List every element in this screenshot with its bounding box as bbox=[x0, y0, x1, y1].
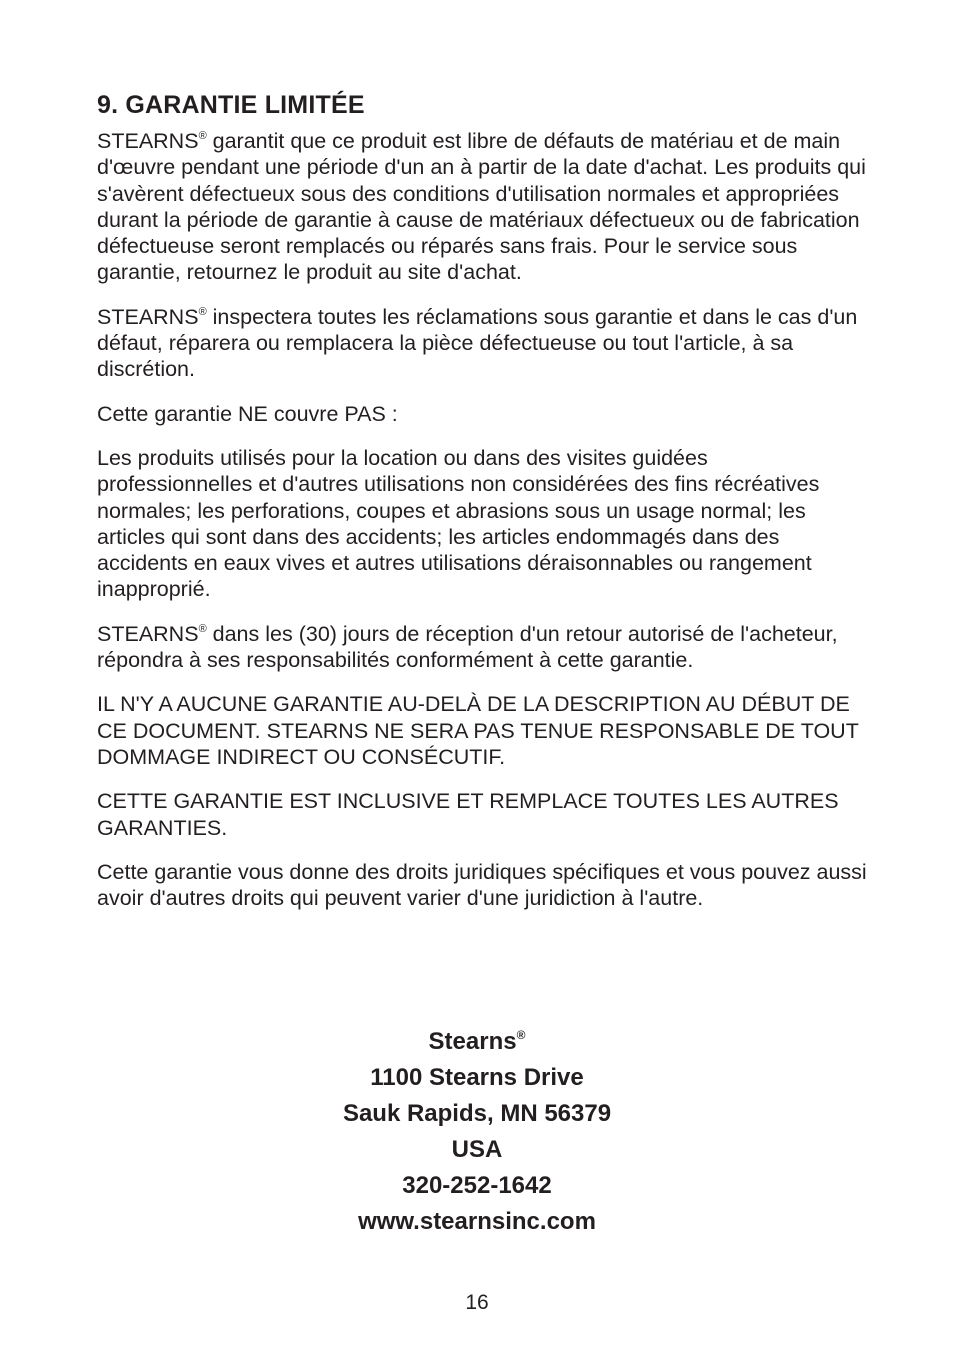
paragraph-inclusive-warranty: CETTE GARANTIE EST INCLUSIVE ET REMPLACE TOUTES LES AUTRES GARANTIES. bbox=[97, 789, 839, 840]
brand-name: STEARNS bbox=[97, 129, 199, 153]
company-name bbox=[0, 1024, 954, 1060]
paragraph-exclusions-intro: Cette garantie NE couvre PAS : bbox=[97, 401, 398, 426]
phone-number: 320-252-1642 bbox=[402, 1172, 552, 1199]
paragraph-text: dans les (30) jours de réception d'un retour autorisé de l'acheteur, répondra à ses responsabilités conformément à cette garantie. bbox=[97, 621, 838, 673]
page-number: 16 bbox=[465, 1291, 489, 1314]
company-name-text: Stearns bbox=[428, 1028, 517, 1055]
paragraph-warranty-coverage bbox=[97, 128, 867, 286]
city-state-zip: Sauk Rapids, MN 56379 bbox=[342, 1100, 612, 1127]
paragraph-exclusions: Les produits utilisés pour la location ou dans des visites guidées professionnelles et d'autres utilisations non considérées des fins récréatives normales; les perforations, coupes et abrasions sous un usage normal; les articles qui sont dans des accidents; les articles endommagés dans des accidents en eaux vives et autres utilisations déraisonnables ou rangement inapproprié. bbox=[97, 445, 820, 602]
warranty-section bbox=[97, 88, 867, 929]
country: USA bbox=[451, 1136, 503, 1163]
brand-name: STEARNS bbox=[97, 621, 199, 646]
brand-name: STEARNS bbox=[97, 304, 199, 329]
paragraph-liability-limit: IL N'Y A AUCUNE GARANTIE AU-DELÀ DE LA DESCRIPTION AU DÉBUT DE CE DOCUMENT. STEARNS NE SERA PAS TENUE RESPONSABLE DE TOUT DOMMAGE INDIRECT OU CONSÉCUTIF. bbox=[97, 692, 859, 769]
registered-mark: ® bbox=[516, 1028, 526, 1042]
paragraph-text: garantit que ce produit est libre de défauts de matériau et de main d'œuvre pendant une période d'un an à partir de la date d'achat. Les produits qui s'avèrent défectueux sous des conditions d'utilisation normales et appropriées durant la période de garantie à cause de matériaux défectueux ou de fabrication défectueuse seront remplacés ou réparés sans frais. Pour le service sous garantie, retournez le produit au site d'achat. bbox=[97, 129, 866, 285]
paragraph-inspection bbox=[97, 304, 867, 383]
website: www.stearnsinc.com bbox=[358, 1208, 596, 1235]
registered-mark: ® bbox=[198, 130, 207, 142]
paragraph-response-time bbox=[97, 621, 867, 674]
street-address: 1100 Stearns Drive bbox=[370, 1064, 584, 1091]
paragraph-text: inspectera toutes les réclamations sous garantie et dans le cas d'un défaut, réparera ou remplacera la pièce défectueuse ou tout l'article, à sa discrétion. bbox=[97, 304, 858, 382]
registered-mark: ® bbox=[198, 305, 207, 318]
paragraph-legal-rights: Cette garantie vous donne des droits juridiques spécifiques et vous pouvez aussi avoir d'autres droits qui peuvent varier d'une juridiction à l'autre. bbox=[97, 859, 867, 911]
registered-mark: ® bbox=[198, 622, 207, 635]
section-heading: 9. GARANTIE LIMITÉE bbox=[97, 91, 365, 119]
company-address-block bbox=[0, 1024, 954, 1240]
